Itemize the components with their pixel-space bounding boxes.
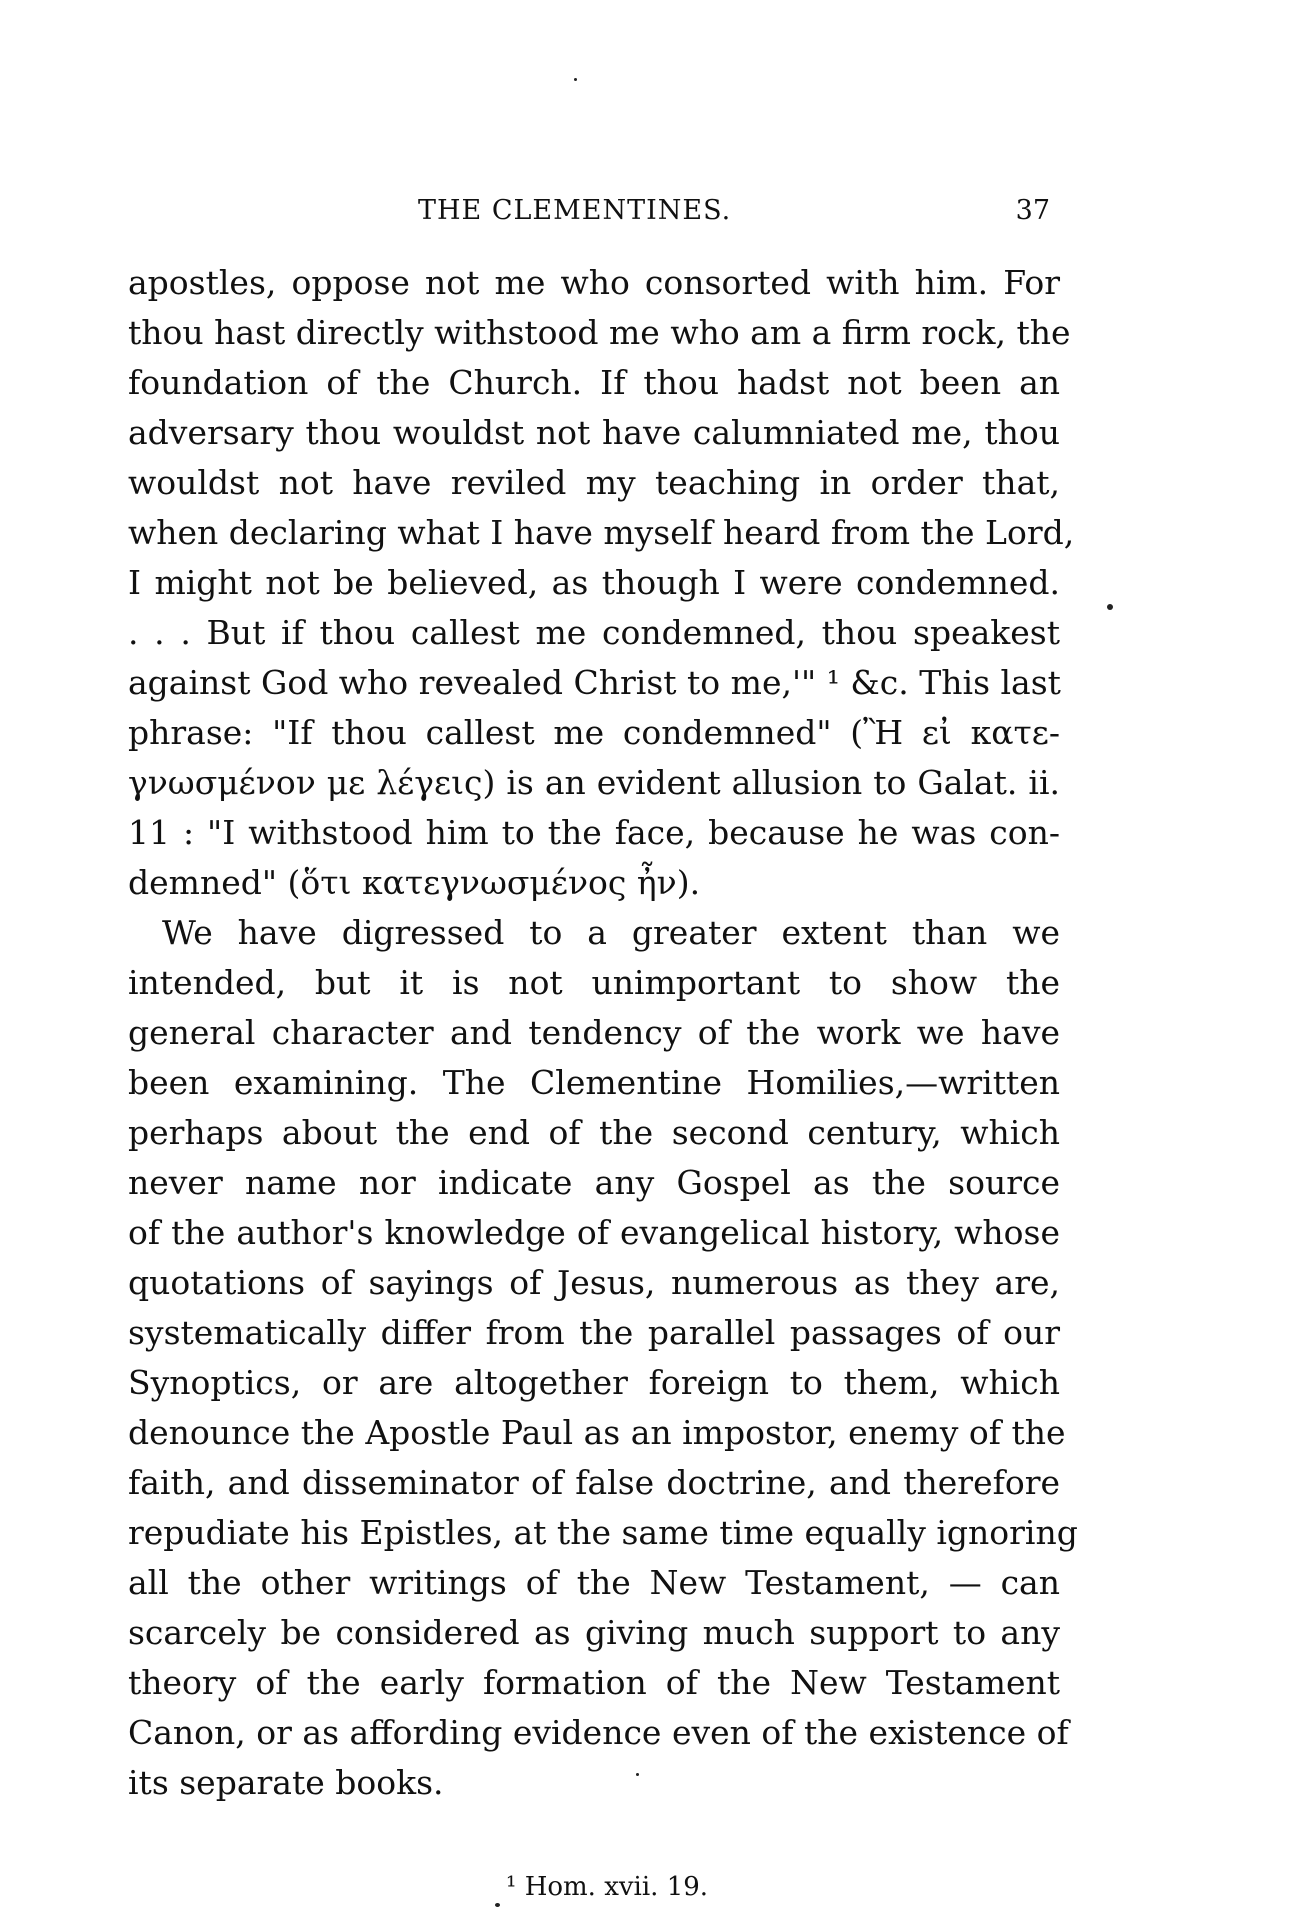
text-line: foundation of the Church. If thou hadst not been an	[128, 363, 1060, 402]
text-line: thou hast directly withstood me who am a firm rock, the	[128, 313, 1071, 352]
text-line: . . . But if thou callest me condemned, thou speakest	[128, 613, 1060, 652]
text-line: intended, but it is not unimportant to show the	[128, 963, 1060, 1002]
text-line: its separate books.	[128, 1763, 444, 1802]
text-line: against God who revealed Christ to me,'" ¹ &c. This last	[128, 663, 1061, 702]
text-line: theory of the early formation of the New Testament	[128, 1663, 1060, 1702]
text-line: quotations of sayings of Jesus, numerous as they are,	[128, 1263, 1060, 1302]
text-line: repudiate his Epistles, at the same time equally ignoring	[128, 1513, 1078, 1552]
text-line: never name nor indicate any Gospel as the source	[128, 1163, 1060, 1202]
text-line: apostles, oppose not me who consorted with him. For	[128, 263, 1060, 302]
body-text	[128, 258, 1078, 1808]
text-line: systematically differ from the parallel passages of our	[128, 1313, 1060, 1352]
scan-speck	[495, 1903, 500, 1907]
text-line: scarcely be considered as giving much support to any	[128, 1613, 1060, 1652]
text-line: phrase: "If thou callest me condemned" (Ἢ εἰ κατε-	[128, 713, 1060, 752]
text-line: adversary thou wouldst not have calumniated me, thou	[128, 413, 1060, 452]
text-line: denounce the Apostle Paul as an impostor, enemy of the	[128, 1413, 1066, 1452]
text-line: I might not be believed, as though I were condemned.	[128, 563, 1060, 602]
text-line: when declaring what I have myself heard from the Lord,	[128, 513, 1075, 552]
text-line: γνωσμένον με λέγεις) is an evident allusion to Galat. ii.	[128, 763, 1060, 802]
text-line: Canon, or as affording evidence even of the existence of	[128, 1713, 1069, 1752]
page-number: 37	[1015, 195, 1050, 226]
text-line: wouldst not have reviled my teaching in order that,	[128, 463, 1060, 502]
paragraph-start-line: We have digressed to a greater extent than we	[162, 913, 1060, 952]
running-title: THE CLEMENTINES.	[418, 195, 732, 226]
text-line: general character and tendency of the work we have	[128, 1013, 1060, 1052]
text-line: demned" (ὅτι κατεγνωσμένος ἦν).	[128, 863, 701, 902]
text-line: been examining. The Clementine Homilies,—written	[128, 1063, 1060, 1102]
text-line: of the author's knowledge of evangelical history, whose	[128, 1213, 1060, 1252]
scan-speck	[636, 1773, 639, 1776]
text-line: faith, and disseminator of false doctrine, and therefore	[128, 1463, 1060, 1502]
text-line: perhaps about the end of the second century, which	[128, 1113, 1060, 1152]
footnote: ¹ Hom. xvii. 19.	[506, 1872, 709, 1902]
text-line: all the other writings of the New Testament, — can	[128, 1563, 1060, 1602]
text-line: 11 : "I withstood him to the face, because he was con-	[128, 813, 1060, 852]
text-line: Synoptics, or are altogether foreign to them, which	[128, 1363, 1060, 1402]
running-header	[128, 195, 1060, 235]
scan-speck	[574, 78, 577, 81]
scan-speck	[1107, 604, 1113, 610]
